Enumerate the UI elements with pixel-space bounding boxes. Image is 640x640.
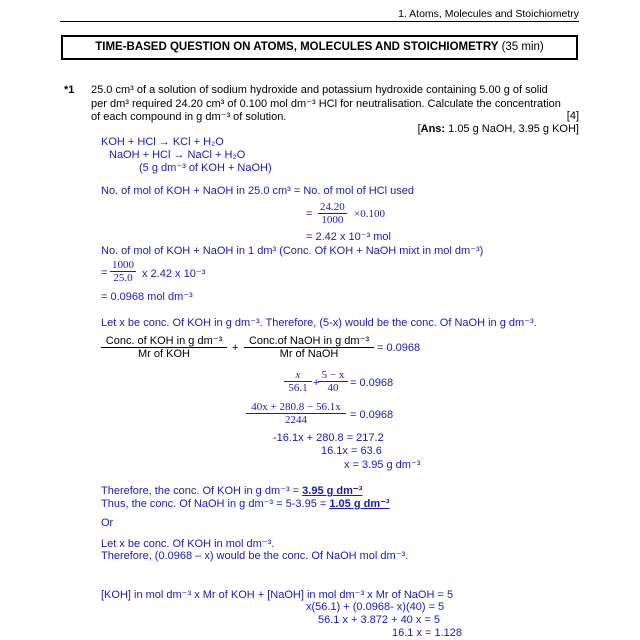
- fraction-denominator: 40: [327, 382, 339, 394]
- question-number: *1: [64, 84, 75, 96]
- question-line-3: of each compound in g dm⁻³ of solution.: [91, 111, 287, 123]
- naoh-answer: 1.05 g dm⁻³: [329, 498, 390, 510]
- title-box: [61, 35, 578, 60]
- question-line-2: per dm³ required 24.20 cm³ of 0.100 mol dm⁻³ HCl for neutralisation. Calculate the concentration: [91, 98, 561, 110]
- fraction-x-56: [284, 369, 312, 394]
- fraction-numerator: 5 − x: [318, 369, 348, 382]
- question-marks: [4]: [566, 110, 579, 122]
- fraction-naoh-conc: [244, 334, 374, 360]
- fraction-denominator: 25.0: [113, 272, 133, 284]
- or-label: Or: [101, 517, 114, 529]
- mol-result: = 2.42 x 10⁻³ mol: [306, 231, 391, 243]
- fraction-numerator: Conc.of NaOH in g dm⁻³: [244, 334, 374, 348]
- chapter-header: 1. Atoms, Molecules and Stoichiometry: [398, 8, 579, 20]
- answer-value: 1.05 g NaOH, 3.95 g KOH]: [448, 123, 579, 135]
- therefore-naoh: [101, 497, 390, 510]
- therefore-koh: [101, 484, 362, 497]
- fraction-numerator: 24.20: [320, 201, 345, 213]
- fraction-5-x-40: [318, 369, 348, 394]
- fraction-denominator: 1000: [321, 214, 344, 226]
- equation-naoh: NaOH + HCl → NaCl + H₂O: [109, 149, 246, 161]
- koh-answer: 3.95 g dm⁻³: [302, 485, 363, 497]
- step-3: x = 3.95 g dm⁻³: [344, 459, 421, 471]
- page-title: TIME-BASED QUESTION ON ATOMS, MOLECULES AND STOICHIOMETRY: [95, 41, 499, 53]
- plus-sign: +: [232, 342, 239, 354]
- question-line-1: 25.0 cm³ of a solution of sodium hydroxide and potassium hydroxide containing 5.00 g of solid: [91, 84, 548, 96]
- concentration-result: = 0.0968 mol dm⁻³: [101, 291, 193, 303]
- answer-label: Ans:: [420, 123, 446, 135]
- fraction-tail: x 2.42 x 10⁻³: [142, 268, 206, 280]
- fraction-tail: ×0.100: [354, 208, 385, 220]
- header-rule: [60, 21, 579, 22]
- fraction-eq-result: = 0.0968: [350, 377, 394, 389]
- step-2: 16.1x = 63.6: [321, 445, 382, 457]
- mixture-note: (5 g dm⁻³ of KOH + NaOH): [139, 162, 272, 174]
- title-time: (35 min): [501, 41, 544, 53]
- plus-sign: +: [313, 377, 320, 389]
- fraction-denominator: Mr of NaOH: [279, 348, 339, 360]
- alt-step-3: 16.1 x = 1.128: [392, 627, 463, 639]
- combined-eq-result: = 0.0968: [350, 409, 394, 421]
- mol-line: No. of mol of KOH + NaOH in 25.0 cm³ = No. of mol of HCl used: [101, 185, 415, 197]
- fraction-24-20: [318, 201, 347, 226]
- alt-method-line: [KOH] in mol dm⁻³ x Mr of KOH + [NaOH] in mol dm⁻³ x Mr of NaOH = 5: [101, 589, 454, 601]
- fraction-numerator: 40x + 280.8 − 56.1x: [246, 401, 346, 414]
- therefore-koh-text: Therefore, the conc. Of KOH in g dm⁻³ =: [101, 485, 300, 497]
- eq-sign-1: =: [306, 208, 313, 220]
- let-x-line: Let x be conc. Of KOH in g dm⁻³. Therefore, (5-x) would be the conc. Of NaOH in g dm⁻³.: [101, 317, 537, 329]
- fraction-numerator: 1000: [112, 259, 134, 271]
- therefore-naoh-text: Thus, the conc. Of NaOH in g dm⁻³ = 5-3.95 =: [101, 498, 327, 510]
- eq-sign-2: =: [101, 267, 108, 279]
- fraction-denominator: Mr of KOH: [138, 348, 190, 360]
- let-x-mol-line: Let x be conc. Of KOH in mol dm⁻³.: [101, 538, 275, 550]
- fraction-denominator: 56.1: [288, 382, 308, 394]
- fraction-1000: [110, 259, 136, 284]
- fraction-denominator: 2244: [285, 414, 307, 426]
- alt-step-1: x(56.1) + (0.0968- x)(40) = 5: [306, 601, 445, 613]
- fraction-numerator: x: [284, 369, 312, 382]
- big-eq-result: = 0.0968: [377, 342, 421, 354]
- fraction-combined: [246, 401, 346, 426]
- therefore-mol-line: Therefore, (0.0968 – x) would be the conc. Of NaOH mol dm⁻³.: [101, 550, 409, 562]
- answer-key: [Ans: 1.05 g NaOH, 3.95 g KOH]: [417, 123, 579, 135]
- fraction-numerator: Conc. of KOH in g dm⁻³: [101, 334, 227, 348]
- equation-koh: KOH + HCl → KCl + H₂O: [101, 136, 224, 148]
- step-1: -16.1x + 280.8 = 217.2: [273, 432, 384, 444]
- alt-step-2: 56.1 x + 3.872 + 40 x = 5: [318, 614, 441, 626]
- mol-dm-line: No. of mol of KOH + NaOH in 1 dm³ (Conc. Of KOH + NaOH mixt in mol dm⁻³): [101, 245, 484, 257]
- fraction-koh-conc: [101, 334, 227, 360]
